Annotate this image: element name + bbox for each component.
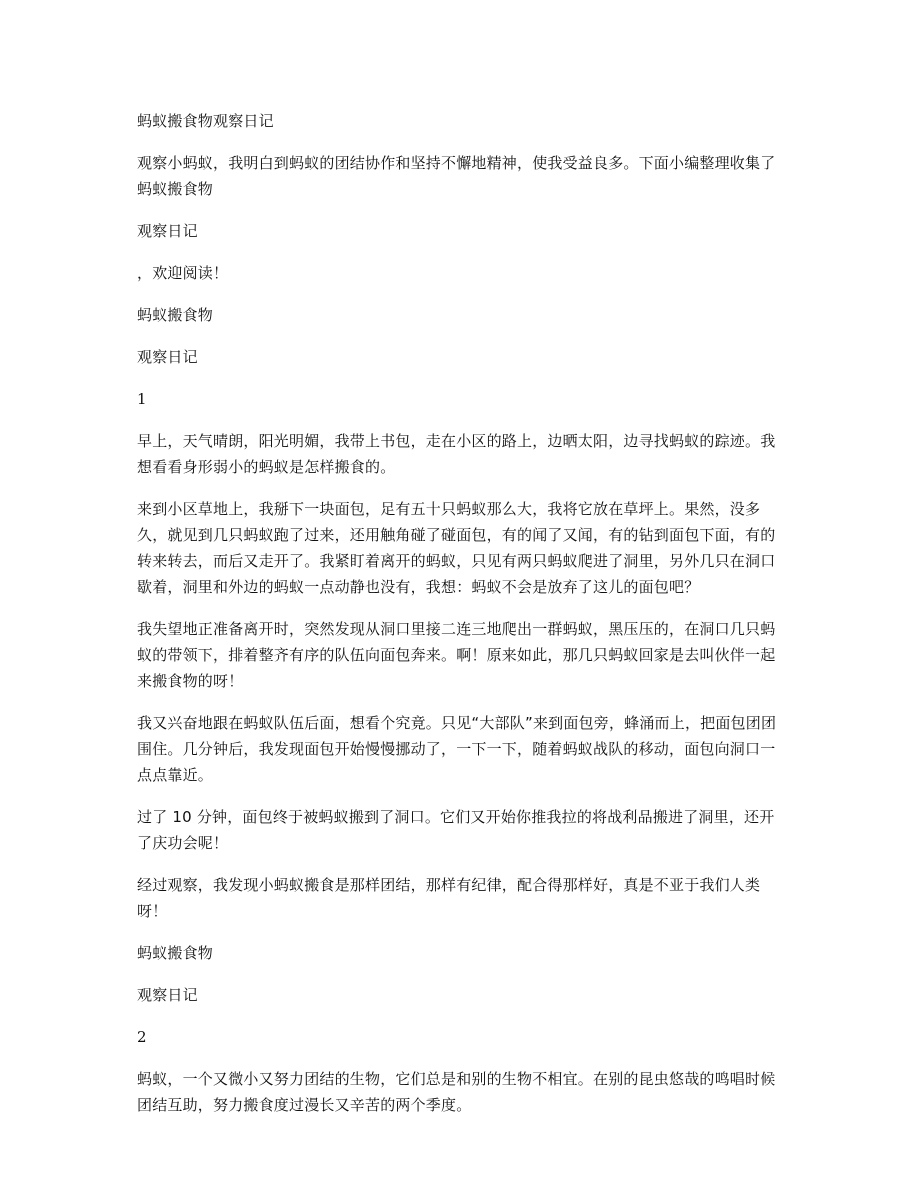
body-paragraph: 我又兴奋地跟在蚂蚁队伍后面，想看个究竟。只见“大部队”来到面包旁，蜂涌而上，把面包团团围住。几分钟后，我发现面包开始慢慢挪动了，一下一下，随着蚂蚁战队的移动，面包向洞口一点点靠近。 — [137, 714, 777, 784]
body-paragraph: 过了 10 分钟，面包终于被蚂蚁搬到了洞口。它们又开始你推我拉的将战利品搬进了洞里，还开了庆功会呢！ — [137, 808, 775, 852]
section-number: 1 — [137, 390, 147, 408]
section-number: 2 — [137, 1028, 147, 1046]
intro-paragraph: 观察小蚂蚁，我明白到蚂蚁的团结协作和坚持不懈地精神，使我受益良多。下面小编整理收集了蚂蚁搬食物 — [137, 154, 776, 198]
welcome-text: ，欢迎阅读！ — [137, 264, 229, 282]
document-title: 蚂蚁搬食物观察日记 — [137, 112, 274, 130]
section-heading-sub: 观察日记 — [137, 348, 198, 366]
section-heading-sub: 观察日记 — [137, 986, 198, 1004]
body-paragraph: 我失望地正准备离开时，突然发现从洞口里接二连三地爬出一群蚂蚁，黑压压的，在洞口几只蚂蚁的带领下，排着整齐有序的队伍向面包奔来。啊！原来如此，那几只蚂蚁回家是去叫伙伴一起来搬食物的呀！ — [137, 620, 776, 690]
body-paragraph: 早上，天气晴朗，阳光明媚，我带上书包，走在小区的路上，边晒太阳，边寻找蚂蚁的踪迹。我想看看身形弱小的蚂蚁是怎样搬食的。 — [137, 432, 776, 476]
document-page — [137, 108, 785, 1134]
section-heading: 蚂蚁搬食物 — [137, 306, 214, 324]
body-paragraph: 来到小区草地上，我掰下一块面包，足有五十只蚂蚁那么大，我将它放在草坪上。果然，没多久，就见到几只蚂蚁跑了过来，还用触角碰了碰面包，有的闻了又闻，有的钻到面包下面，有的转来转去，而后又走开了。我紧盯着离开的蚂蚁，只见有两只蚂蚁爬进了洞里，另外几只在洞口歇着，洞里和外边的蚂蚁一点动静也没有，我想：蚂蚁不会是放弃了这儿的面包吧？ — [137, 500, 776, 596]
section-heading: 蚂蚁搬食物 — [137, 944, 214, 962]
intro-fragment: 观察日记 — [137, 222, 198, 240]
body-paragraph: 经过观察，我发现小蚂蚁搬食是那样团结，那样有纪律，配合得那样好，真是不亚于我们人类呀！ — [137, 876, 761, 920]
body-paragraph: 蚂蚁，一个又微小又努力团结的生物，它们总是和别的生物不相宜。在别的昆虫悠哉的鸣唱时候团结互助，努力搬食度过漫长又辛苦的两个季度。 — [137, 1070, 776, 1114]
